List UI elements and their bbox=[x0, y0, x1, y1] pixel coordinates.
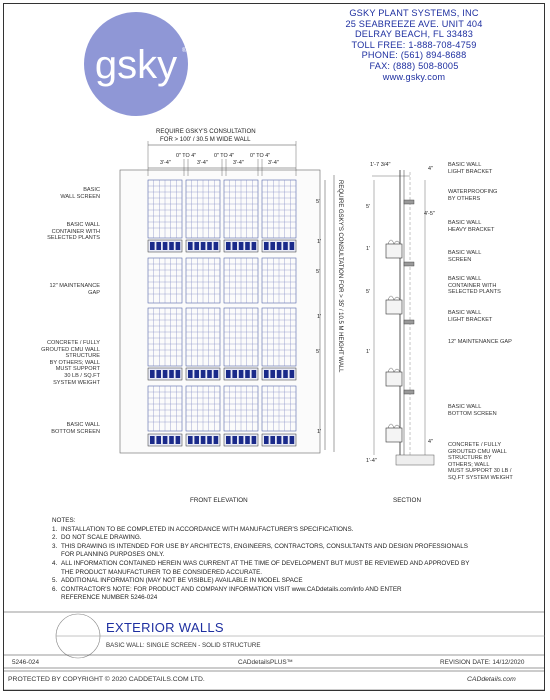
section-dim-2: 5' bbox=[366, 204, 371, 210]
section-planter bbox=[386, 428, 402, 442]
section-bracket bbox=[404, 390, 414, 394]
note-item: REFERENCE NUMBER 5246-024 bbox=[61, 594, 158, 602]
notes-block bbox=[52, 517, 469, 603]
dim-top-5: 3'-4" bbox=[233, 160, 244, 166]
company-website: www.gsky.com bbox=[382, 71, 446, 82]
company-address2: DELRAY BEACH, FL 33483 bbox=[354, 29, 474, 40]
note-item: 4. ALL INFORMATION CONTAINED HEREIN WAS CURRENT AT THE TIME OF DEVELOPMENT BUT MUST BE REVIEWED AND APPROVED BY bbox=[52, 559, 470, 567]
note-item: 1. INSTALLATION TO BE COMPLETED IN ACCORDANCE WITH MANUFACTURER'S SPECIFICATIONS. bbox=[52, 525, 354, 533]
section-callout-heavy-bracket: BASIC WALL HEAVY BRACKET bbox=[448, 220, 495, 233]
dim-top-1: 3'-4" bbox=[160, 160, 171, 166]
section-top-dim: 1'-7 3/4" bbox=[370, 162, 391, 168]
side-dim-2: 1' bbox=[317, 239, 322, 245]
section-planter bbox=[386, 300, 402, 314]
company-phone: PHONE: (561) 894-8688 bbox=[361, 50, 467, 61]
section-callout-light-bracket: BASIC WALL LIGHT BRACKET bbox=[448, 162, 493, 175]
side-dim-5: 5' bbox=[316, 349, 321, 355]
dim-top-3: 3'-4" bbox=[197, 160, 208, 166]
dim-top-6: 0" TO 4" bbox=[250, 153, 271, 159]
copyright: PROTECTED BY COPYRIGHT © 2020 CADDETAILS.COM LTD. bbox=[8, 676, 205, 683]
note-item: FOR PLANNING PURPOSES ONLY. bbox=[61, 551, 165, 559]
section-planter bbox=[386, 372, 402, 386]
section-dim-7: 4" bbox=[428, 439, 433, 445]
notes-heading: NOTES: bbox=[52, 517, 76, 524]
callout-container: BASIC WALL CONTAINER WITH SELECTED PLANTS bbox=[47, 222, 100, 242]
section-callout-waterproofing: WATERPROOFING BY OTHERS bbox=[448, 189, 498, 202]
drawing-subtitle: BASIC WALL: SINGLE SCREEN - SOLID STRUCTURE bbox=[106, 642, 261, 649]
dim-top-7: 3'-4" bbox=[268, 160, 279, 166]
note-item: 2. DO NOT SCALE DRAWING. bbox=[52, 534, 142, 542]
reference-number: 5246-024 bbox=[12, 659, 40, 666]
company-name: GSKY PLANT SYSTEMS, INC bbox=[349, 8, 479, 18]
section-callout-container: BASIC WALL CONTAINER WITH SELECTED PLANTS bbox=[448, 276, 501, 296]
section-callout-light-bracket-2: BASIC WALL LIGHT BRACKET bbox=[448, 310, 493, 323]
section-bracket bbox=[404, 200, 414, 204]
section-dim-1: 4" bbox=[428, 166, 433, 172]
note-item: 3. THIS DRAWING IS INTENDED FOR USE BY ARCHITECTS, ENGINEERS, CONTRACTORS, CONSULTANTS AND DESIGN PROFESSIONALS bbox=[52, 542, 468, 550]
side-dim-3: 5' bbox=[316, 269, 321, 275]
company-address1: 25 SEABREEZE AVE. UNIT 404 bbox=[345, 18, 483, 29]
revision-date: REVISION DATE: 14/12/2020 bbox=[440, 659, 525, 666]
side-dim-4: 1' bbox=[317, 314, 322, 320]
section-planter bbox=[386, 244, 402, 258]
section-callout-screen: BASIC WALL SCREEN bbox=[448, 250, 482, 263]
section-dim-8: 1'-4" bbox=[366, 458, 377, 464]
note-item: 5. ADDITIONAL INFORMATION (MAY NOT BE VISIBLE) AVAILABLE IN MODEL SPACE bbox=[52, 577, 303, 585]
company-fax: FAX: (888) 508-8005 bbox=[369, 60, 459, 71]
section-bracket bbox=[404, 320, 414, 324]
side-dim-6: 1' bbox=[317, 429, 322, 435]
section-bracket bbox=[404, 262, 414, 266]
note-item: 6. CONTRACTOR'S NOTE: FOR PRODUCT AND COMPANY INFORMATION VISIT www.CADdetails.com/info AND ENTER bbox=[52, 585, 402, 593]
company-tollfree: TOLL FREE: 1-888-708-4759 bbox=[351, 39, 477, 50]
section-dim-3: 4'-5" bbox=[424, 211, 435, 217]
caddetails-brand: CADdetails.com bbox=[467, 676, 516, 683]
callout-basic-wall-screen: BASIC WALL SCREEN bbox=[60, 187, 100, 200]
callout-gap: 12" MAINTENANCE GAP bbox=[49, 283, 100, 296]
svg-text:®: ® bbox=[182, 48, 187, 54]
note-item: THE PRODUCT MANUFACTURER TO BE CONSIDERED ACCURATE. bbox=[61, 568, 263, 576]
callout-concrete: CONCRETE / FULLY GROUTED CMU WALL STRUCTURE BY OTHERS; WALL MUST SUPPORT 30 LB / SQ.FT SYSTEM WEIGHT bbox=[41, 340, 100, 386]
drawing-title: EXTERIOR WALLS bbox=[106, 620, 224, 635]
section-dim-4: 1' bbox=[366, 246, 371, 252]
logo-text: gsky bbox=[94, 43, 178, 87]
front-elevation-caption: FRONT ELEVATION bbox=[190, 497, 248, 504]
section-callout-concrete: CONCRETE / FULLY GROUTED CMU WALL STRUCTURE BY OTHERS; WALL MUST SUPPORT 30 LB / SQ.FT SYSTEM WEIGHT bbox=[448, 442, 513, 481]
side-dim-1: 5' bbox=[316, 199, 321, 205]
consult-width-line2: FOR > 100' / 30.5 M WIDE WALL bbox=[160, 136, 251, 143]
section-dim-5: 5' bbox=[366, 289, 371, 295]
dim-top-4: 0" TO 4" bbox=[214, 153, 235, 159]
dim-top-2: 0" TO 4" bbox=[176, 153, 197, 159]
section-callout-gap: 12" MAINTENANCE GAP bbox=[448, 339, 512, 345]
section-dim-6: 1' bbox=[366, 349, 371, 355]
section-caption: SECTION bbox=[393, 497, 421, 504]
section-callout-bottom: BASIC WALL BOTTOM SCREEN bbox=[448, 404, 497, 417]
consult-width-line1: REQUIRE GSKY'S CONSULTATION bbox=[156, 128, 256, 135]
vertical-consult: REQUIRE GSKY'S CONSULTATION FOR > 35' / 10.5 M HEIGHT WALL bbox=[337, 180, 343, 373]
caddetails-plus: CADdetailsPLUS™ bbox=[238, 659, 294, 666]
callout-bottom: BASIC WALL BOTTOM SCREEN bbox=[51, 422, 100, 435]
